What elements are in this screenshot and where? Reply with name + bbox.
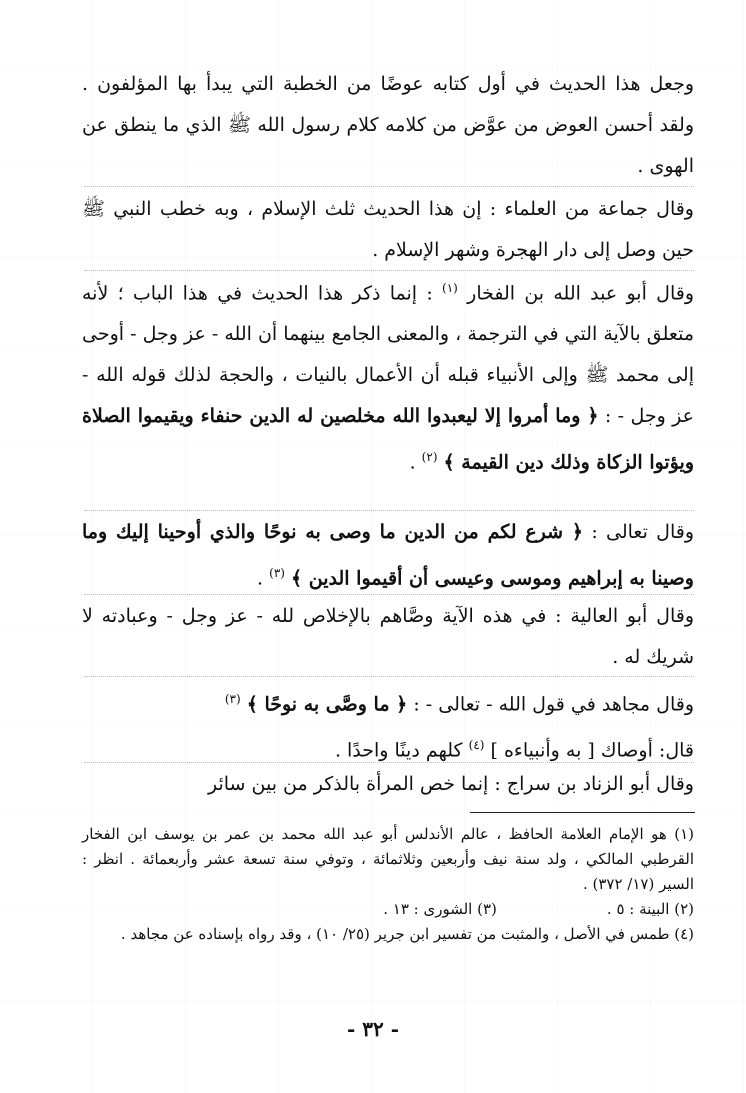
page-number: - ٣٢ - — [346, 1017, 399, 1041]
footnote-4: (٤) طمس في الأصل ، والمثبت من تفسير ابن جرير (٢٥/ ١٠) ، وقد رواه بإسناده عن مجاهد . — [120, 925, 694, 943]
paragraph-1-text: وجعل هذا الحديث في أول كتابه عوضًا من الخطبة التي يبدأ بها المؤلفون . ولقد أحسن العوض من عوَّض من كلامه كلام رسول الله ﷺ الذي ما ينطق عن الهوى . — [82, 73, 694, 177]
footnote-ref-3b: (٣) — [224, 692, 241, 706]
paragraph-2-text: وقال جماعة من العلماء : إن هذا الحديث ثلث الإسلام ، وبه خطب النبي ﷺ حين وصل إلى دار الهجرة وشهر الإسلام . — [82, 198, 694, 261]
paragraph-2 — [82, 189, 694, 271]
paragraph-7-text: وقال أبو الزناد بن سراج : إنما خص المرأة بالذكر من بين سائر — [207, 773, 694, 795]
paragraph-4-text — [82, 512, 694, 599]
quran-verse-bayyina: ﴿ وما أمروا إلا ليعبدوا الله مخلصين له الدين حنفاء ويقيموا الصلاة ويؤتوا الزكاة وذلك دين القيمة ﴾ — [82, 405, 694, 474]
footnote-ref-4: (٤) — [468, 738, 485, 753]
footnote-ref-2: (٢) — [421, 450, 438, 465]
paragraph-6-line-2-start: قال: أوصاك [ به وأنبياءه ] — [490, 739, 694, 762]
footnote-2: (٢) البينة : ٥ . — [606, 900, 694, 918]
paragraph-6 — [82, 679, 694, 772]
paragraph-1 — [82, 64, 694, 187]
paragraph-7 — [82, 764, 694, 805]
paragraph-separator — [84, 676, 694, 677]
paragraph-3 — [82, 268, 694, 484]
paragraph-5 — [82, 596, 694, 678]
footnote-3: (٣) الشورى : ١٣ . — [383, 900, 497, 918]
paragraph-6-intro: وقال مجاهد في قول الله - تعالى - : — [413, 693, 694, 716]
paragraph-separator — [84, 594, 694, 595]
paragraph-4 — [82, 512, 694, 599]
paragraph-3-intro: وقال أبو عبد الله بن الفخار — [467, 282, 694, 305]
footnote-ref-1: (١) — [442, 281, 458, 295]
paragraph-6-line-2-end: كلهم دينًا واحدًا . — [334, 739, 463, 762]
footnotes — [82, 822, 694, 947]
paragraph-5-text: وقال أبو العالية : في هذه الآية وصَّاهم بالإخلاص لله - عز وجل - وعبادته لا شريك له . — [82, 605, 694, 668]
quran-verse-shura: ﴿ شرع لكم من الدين ما وصى به نوحًا والذي أوحينا إليك وما وصينا به إبراهيم وموسى وعيسى أن أقيموا الدين ﴾ — [82, 521, 694, 590]
footnote-ref-3: (٣) — [269, 566, 285, 580]
paragraph-4-intro: وقال تعالى : — [591, 521, 694, 543]
footnote-divider — [470, 812, 695, 813]
paragraph-6-line-1 — [82, 679, 694, 725]
paragraph-4-end: . — [257, 567, 264, 590]
paragraph-3-text — [82, 268, 694, 484]
footnote-row — [82, 897, 694, 922]
quran-verse-fragment: ﴿ ما وصَّى به نوحًا ﴾ — [246, 693, 408, 716]
paragraph-separator — [84, 510, 694, 511]
paragraph-3-end: . — [409, 451, 416, 474]
paragraph-3-body: : إنما ذكر هذا الحديث في هذا الباب ؛ لأنه متعلق بالآية التي في الترجمة ، والمعنى الجامع بينهما أن الله - عز وجل - أوحى إلى محمد ﷺ وإلى الأنبياء قبله أن الأعمال بالنيات ، والحجة لذلك قوله الله - عز وجل - : — [82, 282, 694, 428]
paragraph-separator — [84, 762, 694, 763]
footnote-1: (١) هو الإمام العلامة الحافظ ، عالم الأندلس أبو عبد الله محمد بن عمر بن يوسف ابن الفخار القرطبي المالكي ، ولد سنة نيف وأربعين وثلاثمائة ، وتوفي سنة تسعة عشر وأربعمائة . انظر : السير (١٧/ ٣٧٢) . — [82, 825, 694, 893]
paragraph-separator — [84, 186, 694, 187]
